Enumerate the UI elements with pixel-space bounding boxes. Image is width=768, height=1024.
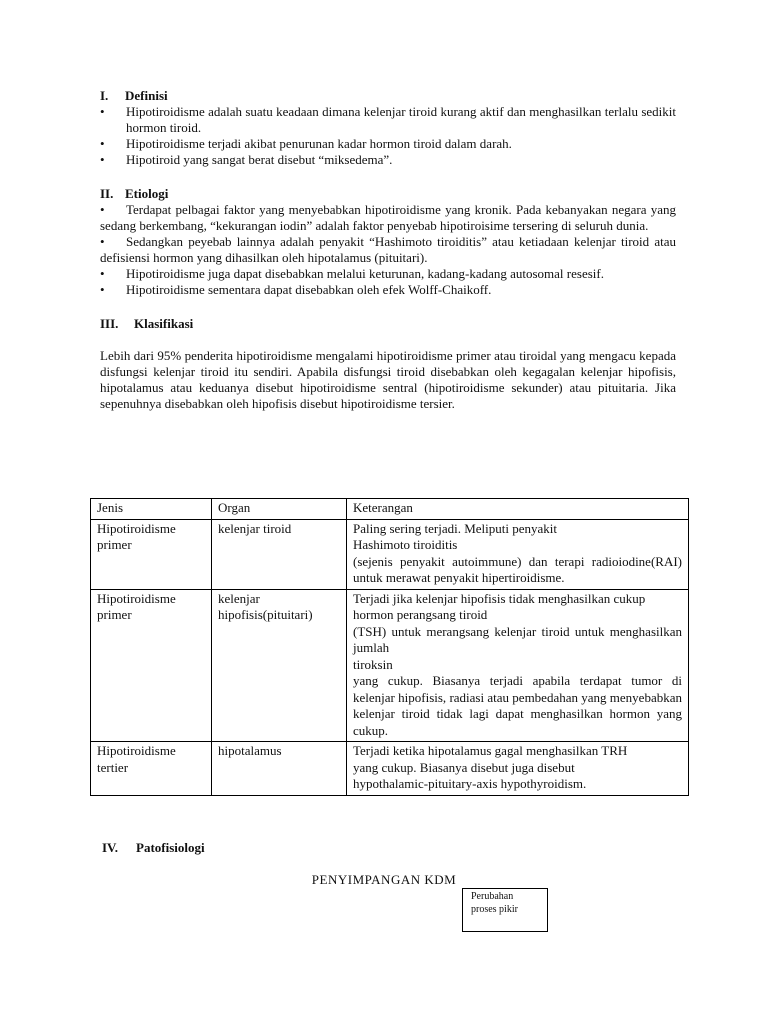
table-header-cell: Jenis xyxy=(91,499,212,520)
table-cell-keterangan xyxy=(347,519,689,589)
keterangan-line: Hashimoto tiroiditis xyxy=(353,537,458,552)
diagram-box-line: Perubahan xyxy=(471,891,514,902)
table-header-cell: Organ xyxy=(212,499,347,520)
heading-definisi xyxy=(100,88,676,104)
heading-title: Patofisiologi xyxy=(136,840,205,855)
keterangan-line: yang cukup. Biasanya disebut juga disebut xyxy=(353,759,575,775)
diagram-title: PENYIMPANGAN KDM xyxy=(311,872,457,887)
heading-number: IV. xyxy=(102,840,119,855)
list-item xyxy=(100,266,676,282)
diagram-box-line: proses pikir xyxy=(471,904,518,915)
table-cell-organ: kelenjar hipofisis(pituitari) xyxy=(212,589,347,742)
table-cell-keterangan xyxy=(347,742,689,796)
list-item xyxy=(100,282,676,298)
heading-title: Definisi xyxy=(125,88,168,103)
keterangan-line: (sejenis penyakit autoimmune) dan terapi radioiodine(RAI) untuk merawat penyakit hipertiroidisme. xyxy=(353,553,682,585)
list-item-text: Hipotiroidisme terjadi akibat penurunan kadar hormon tiroid dalam darah. xyxy=(126,136,512,151)
bullet-icon: • xyxy=(100,152,105,167)
keterangan-line: Terjadi ketika hipotalamus gagal menghasilkan TRH xyxy=(353,743,628,758)
classification-table xyxy=(90,498,689,796)
heading-number: I. xyxy=(100,88,109,103)
table-row xyxy=(91,519,689,589)
table-row xyxy=(91,742,689,796)
list-item xyxy=(100,104,676,136)
table-cell-jenis: Hipotiroidisme primer xyxy=(91,519,212,589)
list-item xyxy=(100,136,676,152)
heading-patofisiologi xyxy=(102,840,205,856)
document-body xyxy=(100,88,676,412)
list-item-text: Hipotiroidisme sementara dapat disebabkan oleh efek Wolff-Chaikoff. xyxy=(126,282,492,297)
keterangan-line: hormon perangsang tiroid xyxy=(353,607,488,622)
table-cell-jenis: Hipotiroidisme primer xyxy=(91,589,212,742)
list-item-text: Sedangkan peyebab lainnya adalah penyakit “Hashimoto tiroiditis” atau ketiadaan kelenjar tiroid atau defisiensi hormon yang dihasilkan oleh hipotalamus (pituitari). xyxy=(100,234,676,265)
heading-number: II. xyxy=(100,186,114,201)
list-item xyxy=(100,234,676,266)
bullet-icon: • xyxy=(100,104,105,119)
heading-klasifikasi xyxy=(100,316,676,332)
table-cell-organ: hipotalamus xyxy=(212,742,347,796)
bullet-icon: • xyxy=(100,136,105,151)
keterangan-line: (TSH) untuk merangsang kelenjar tiroid untuk menghasilkan jumlah xyxy=(353,623,682,655)
keterangan-line: Paling sering terjadi. Meliputi penyakit xyxy=(353,520,557,536)
list-item xyxy=(100,152,676,168)
keterangan-line: hypothalamic-pituitary-axis hypothyroidism. xyxy=(353,776,587,791)
bullet-icon: • xyxy=(100,266,105,281)
list-item-text: Hipotiroidisme juga dapat disebabkan melalui keturunan, kadang-kadang autosomal resesif. xyxy=(126,266,604,281)
heading-title: Klasifikasi xyxy=(134,316,194,331)
bullet-icon: • xyxy=(100,282,105,297)
keterangan-line: yang cukup. Biasanya terjadi apabila terdapat tumor di kelenjar hipofisis, radiasi atau pembedahan yang menyebabkan kelenjar tiroid tidak lagi dapat menghasilkan hormon yang cukup. xyxy=(353,673,682,738)
list-item-text: Hipotiroid yang sangat berat disebut “miksedema”. xyxy=(126,152,393,167)
table-cell-keterangan xyxy=(347,589,689,742)
keterangan-line: Terjadi jika kelenjar hipofisis tidak menghasilkan cukup xyxy=(353,590,646,606)
heading-number: III. xyxy=(100,316,119,331)
table-cell-jenis: Hipotiroidisme tertier xyxy=(91,742,212,796)
list-item-text: Terdapat pelbagai faktor yang menyebabkan hipotiroidisme yang kronik. Pada kebanyakan negara yang sedang berkembang, “kekurangan iodin” adalah faktor penyebab hipotiroisime tersering di seluruh dunia. xyxy=(100,202,676,233)
heading-title: Etiologi xyxy=(125,186,169,201)
keterangan-line: tiroksin xyxy=(353,656,393,672)
list-item xyxy=(100,202,676,234)
bullet-icon: • xyxy=(100,202,105,217)
bullet-icon: • xyxy=(100,234,105,249)
table-header-cell: Keterangan xyxy=(347,499,689,520)
list-item-text: Hipotiroidisme adalah suatu keadaan dimana kelenjar tiroid kurang aktif dan menghasilkan terlalu sedikit hormon tiroid. xyxy=(126,104,676,135)
heading-etiologi xyxy=(100,186,676,202)
table-cell-organ: kelenjar tiroid xyxy=(212,519,347,589)
diagram-box xyxy=(462,888,548,932)
klasifikasi-paragraph: Lebih dari 95% penderita hipotiroidisme mengalami hipotiroidisme primer atau tiroidal yang mengacu kepada disfungsi kelenjar tiroid itu sendiri. Apabila disfungsi tiroid disebabkan oleh kegagalan kelenjar hipofisis, hipotalamus atau keduanya disebut hipotiroidisme sentral (hipotiroidisme sekunder) atau pituitaria. Jika sepenuhnya disebabkan oleh hipofisis disebut hipotiroidisme tersier. xyxy=(100,348,676,411)
table-row xyxy=(91,589,689,742)
table-header-row xyxy=(91,499,689,520)
